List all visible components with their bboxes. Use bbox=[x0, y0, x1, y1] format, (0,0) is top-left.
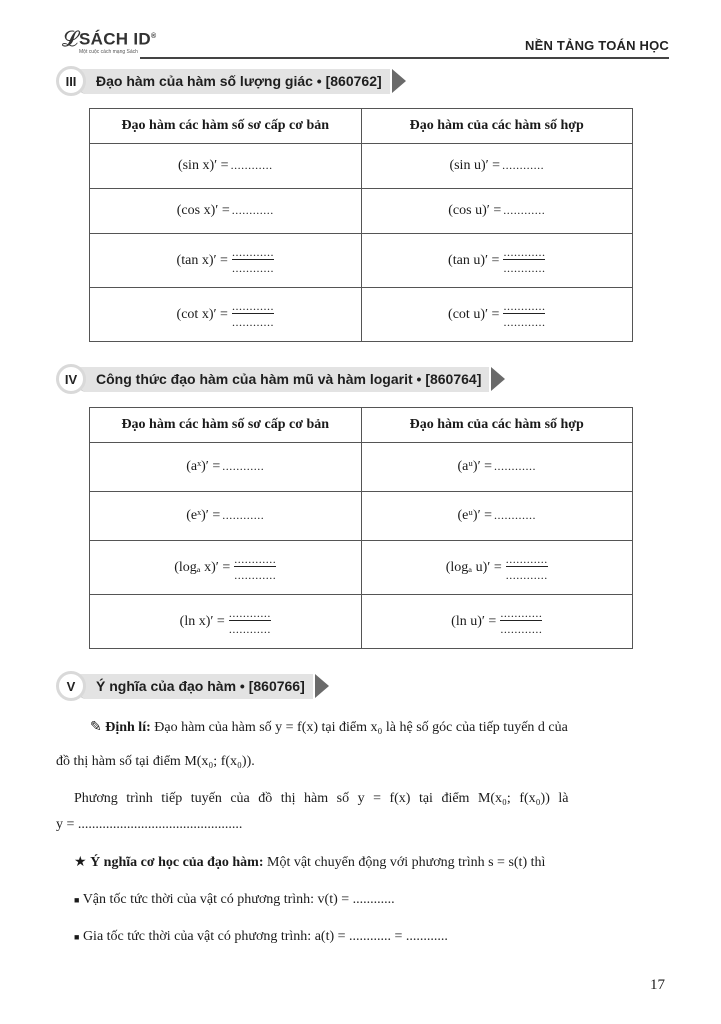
table-header: Đạo hàm các hàm số sơ cấp cơ bản bbox=[90, 109, 362, 144]
formula-cell: (cos u)′ = ............ bbox=[361, 189, 633, 234]
formula-cell: (cot x)′ = $\frac{............}{............}$ bbox=[90, 288, 362, 342]
section-number: V bbox=[56, 671, 86, 701]
table-header: Đạo hàm của các hàm số hợp bbox=[361, 408, 633, 443]
section-number: IV bbox=[56, 364, 86, 394]
table-row bbox=[90, 189, 633, 234]
table-header: Đạo hàm các hàm số sơ cấp cơ bản bbox=[90, 408, 362, 443]
derivative-table-exp-log bbox=[89, 407, 633, 649]
table-row bbox=[90, 492, 633, 541]
logo-tagline: Một cuộc cách mạng Sách bbox=[79, 48, 138, 55]
table-row bbox=[90, 144, 633, 189]
tangent-equation-line-2: y = ............................................... bbox=[56, 817, 243, 832]
table-row bbox=[90, 288, 633, 342]
section-header-v bbox=[56, 670, 329, 702]
formula-cell: (logₐ u)′ = $\frac{............}{............}$ bbox=[361, 541, 633, 595]
bullet-square-icon: ■ bbox=[74, 895, 80, 905]
pencil-icon: ✎ bbox=[90, 720, 102, 735]
table-row bbox=[90, 595, 633, 649]
table-row bbox=[90, 234, 633, 288]
theorem-text: Đạo hàm của hàm số y = f(x) tại điểm x₀ là hệ số góc của tiếp tuyến d của bbox=[154, 720, 568, 735]
tangent-equation-line-1: Phương trình tiếp tuyến của đồ thị hàm số y = f(x) tại điểm M(x₀; f(x₀)) là bbox=[74, 791, 569, 806]
formula-cell: (tan x)′ = $\frac{............}{............}$ bbox=[90, 234, 362, 288]
velocity-bullet: ■ Vận tốc tức thời của vật có phương trình: v(t) = ............ bbox=[74, 892, 395, 907]
table-header: Đạo hàm của các hàm số hợp bbox=[361, 109, 633, 144]
chevron-right-icon bbox=[491, 367, 505, 391]
formula-cell: (logₐ x)′ = $\frac{............}{............}$ bbox=[90, 541, 362, 595]
formula-cell: (tan u)′ = $\frac{............}{............}$ bbox=[361, 234, 633, 288]
formula-cell: (aᵘ)′ = ............ bbox=[361, 443, 633, 492]
table-row bbox=[90, 443, 633, 492]
section-header-iii bbox=[56, 65, 406, 97]
section-title: Công thức đạo hàm của hàm mũ và hàm logarit • [860764] bbox=[78, 367, 489, 392]
section-header-iv bbox=[56, 363, 505, 395]
publisher-logo bbox=[62, 28, 156, 58]
theorem-line-1 bbox=[90, 718, 670, 738]
table-row bbox=[90, 541, 633, 595]
book-logo-icon: 𝓛 bbox=[62, 26, 78, 51]
derivative-table-trig bbox=[89, 108, 633, 342]
chevron-right-icon bbox=[392, 69, 406, 93]
mechanical-text: Một vật chuyển động với phương trình s = s(t) thì bbox=[267, 855, 546, 870]
bullet-square-icon: ■ bbox=[74, 932, 80, 942]
formula-cell: (eᵘ)′ = ............ bbox=[361, 492, 633, 541]
logo-name: SÁCH ID® bbox=[79, 29, 157, 49]
formula-cell: (eˣ)′ = ............ bbox=[90, 492, 362, 541]
theorem-line-2: đồ thị hàm số tại điểm M(x₀; f(x₀)). bbox=[56, 754, 255, 769]
page-number: 17 bbox=[650, 977, 665, 993]
section-title: Ý nghĩa của đạo hàm • [860766] bbox=[78, 674, 313, 699]
theorem-label: Định lí: bbox=[105, 720, 151, 735]
acceleration-bullet: ■ Gia tốc tức thời của vật có phương trình: a(t) = ............ = ............ bbox=[74, 929, 448, 944]
formula-cell: (ln u)′ = $\frac{............}{............}$ bbox=[361, 595, 633, 649]
star-icon: ★ bbox=[74, 855, 87, 870]
formula-cell: (cot u)′ = $\frac{............}{............}$ bbox=[361, 288, 633, 342]
mechanical-meaning bbox=[74, 853, 545, 873]
formula-cell: (sin u)′ = ............ bbox=[361, 144, 633, 189]
section-title: Đạo hàm của hàm số lượng giác • [860762] bbox=[78, 69, 390, 94]
formula-cell: (ln x)′ = $\frac{............}{............}$ bbox=[90, 595, 362, 649]
formula-cell: (cos x)′ = ............ bbox=[90, 189, 362, 234]
chevron-right-icon bbox=[315, 674, 329, 698]
formula-cell: (sin x)′ = ............ bbox=[90, 144, 362, 189]
series-title: NỀN TẢNG TOÁN HỌC bbox=[525, 38, 669, 53]
header-divider bbox=[140, 57, 669, 59]
formula-cell: (aˣ)′ = ............ bbox=[90, 443, 362, 492]
section-number: III bbox=[56, 66, 86, 96]
mechanical-label: Ý nghĩa cơ học của đạo hàm: bbox=[90, 855, 264, 870]
